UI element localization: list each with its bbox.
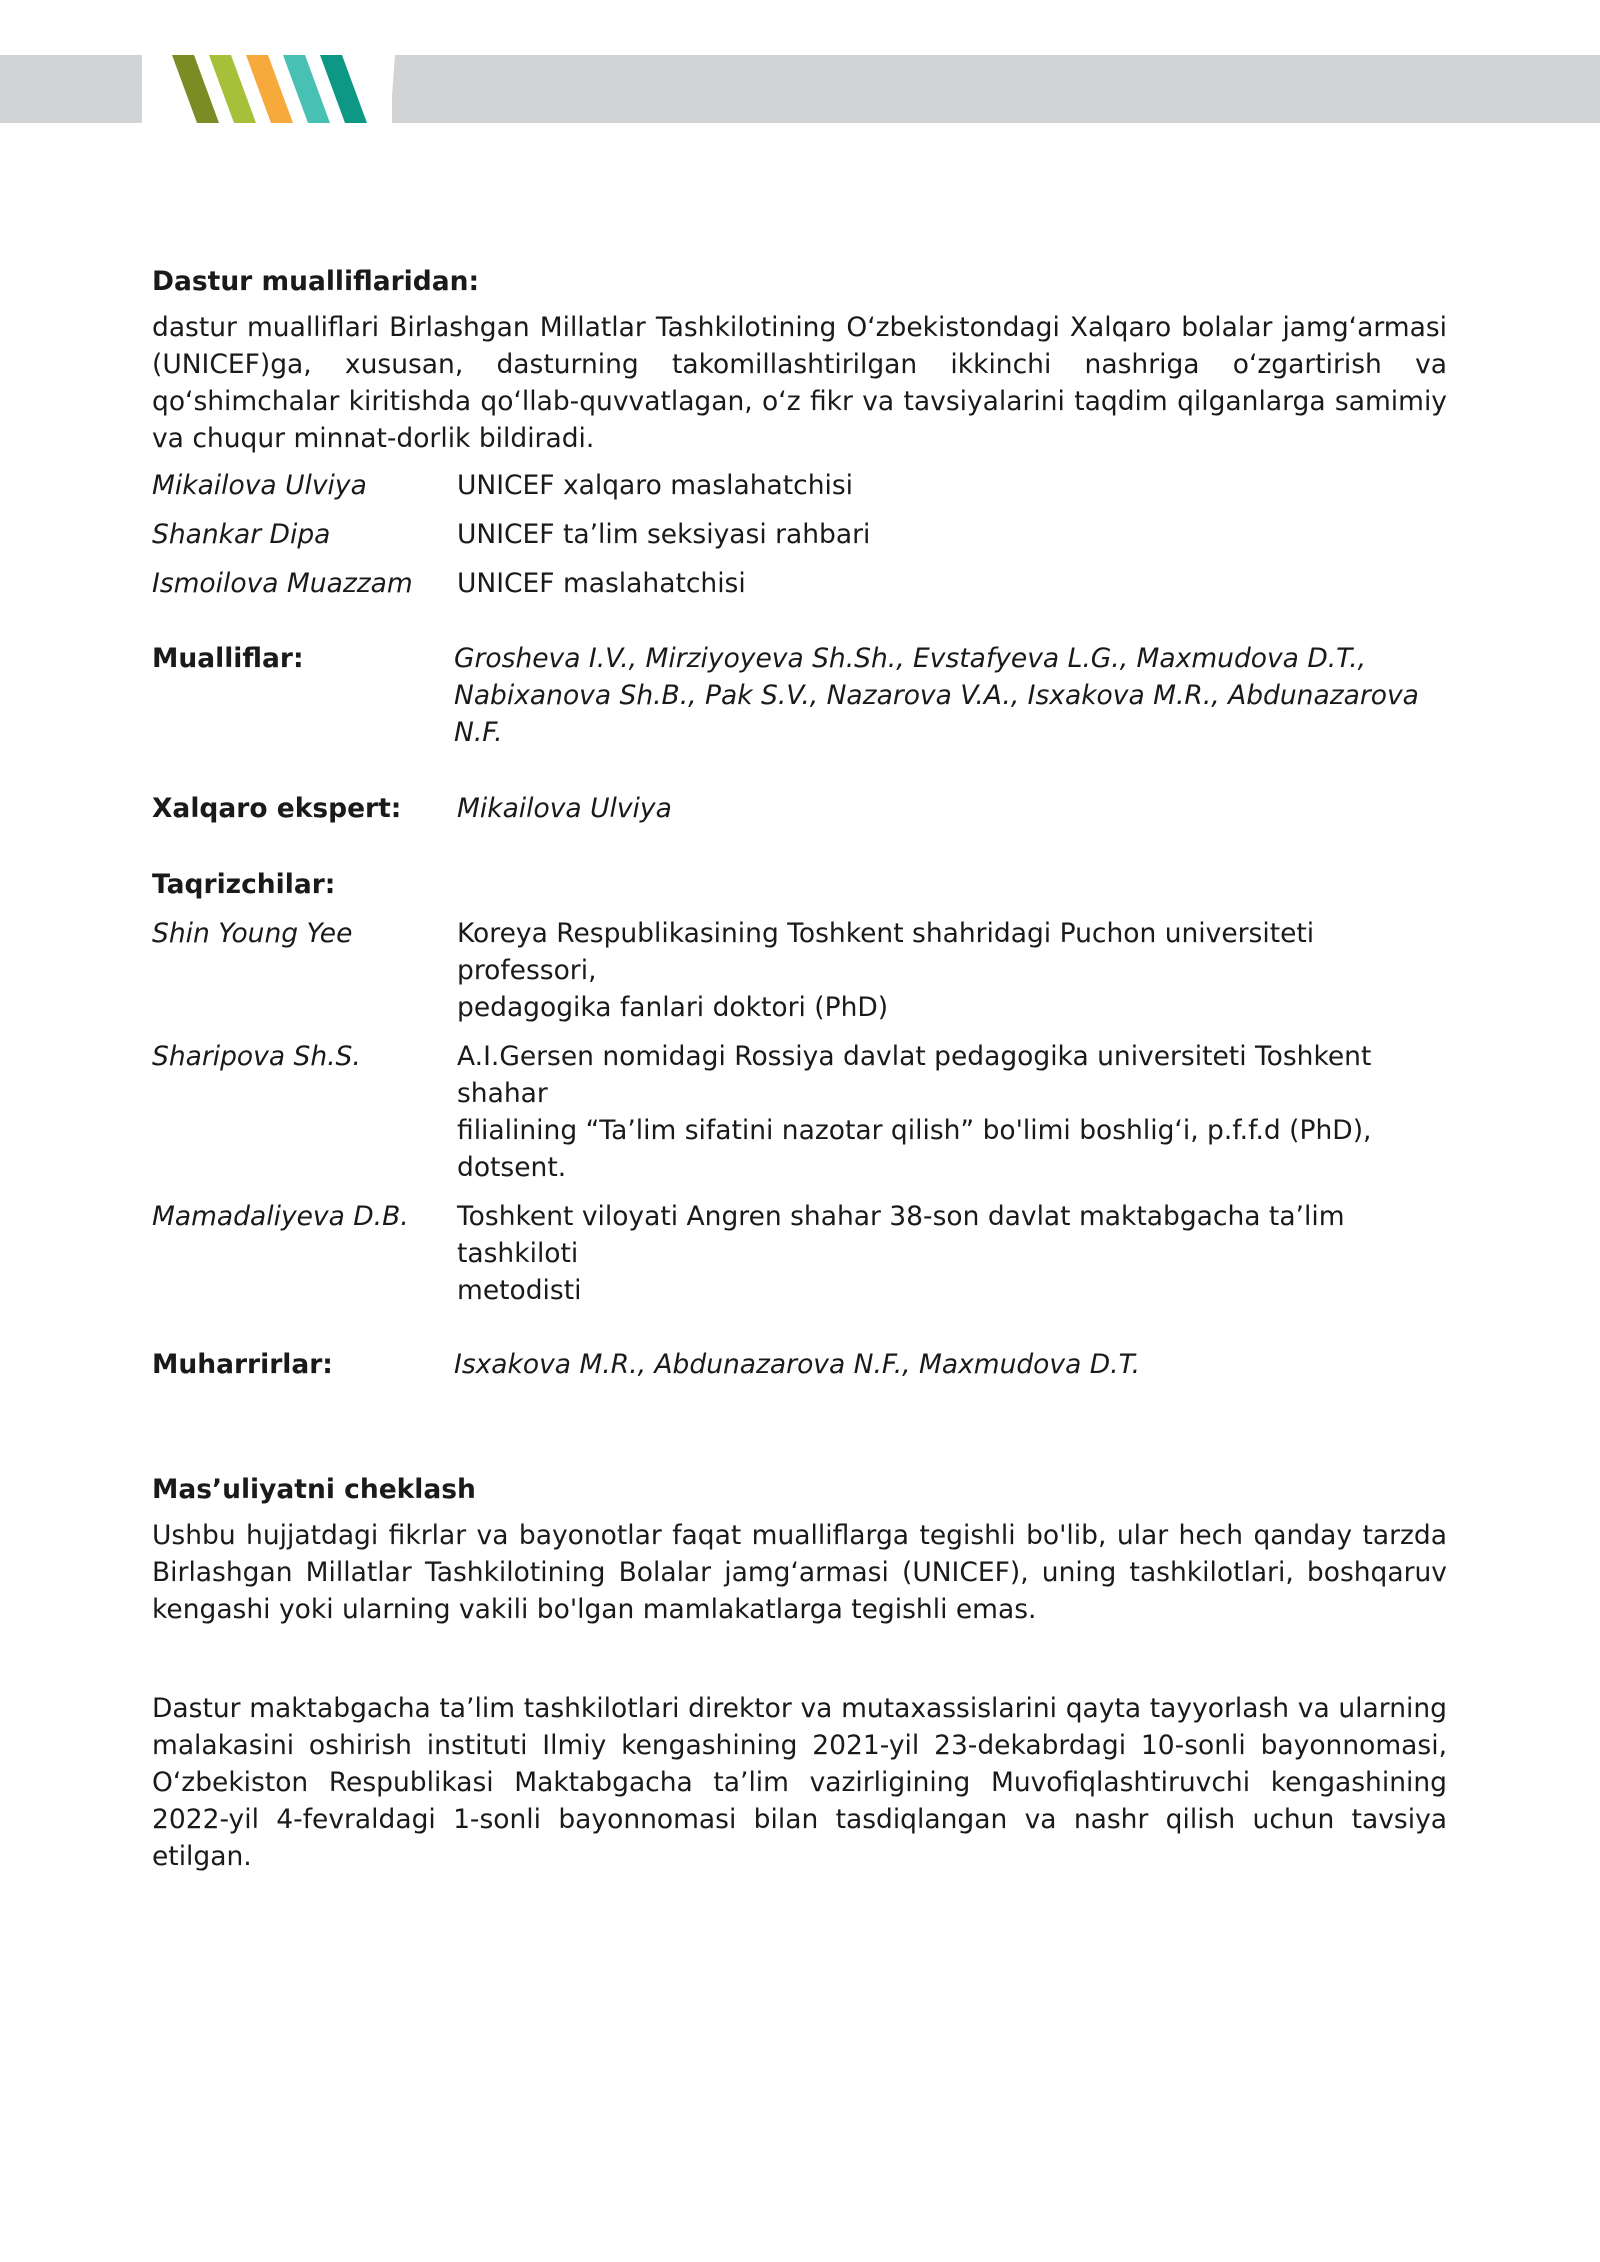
reviewer-description-line: A.I.Gersen nomidagi Rossiya davlat pedagogika universiteti Toshkent shahar <box>457 1041 1372 1109</box>
reviewer-name: Shin Young Yee <box>152 918 353 949</box>
reviewer-row <box>152 1198 1447 1309</box>
reviewer-description <box>457 1038 1447 1186</box>
disclaimer-text: Ushbu hujjatdagi fikrlar va bayonotlar faqat mualliflarga tegishli bo'lib, ular hech qanday tarzda Birlashgan Millatlar Tashkilotining Bolalar jamg‘armasi (UNICEF), uning tashkilotlari, boshqaruv kengashi yoki ularning vakili bo'lgan mamlakatlarga tegishli emas. <box>152 1520 1447 1625</box>
authors-line: Nabixanova Sh.B., Pak S.V., Nazarova V.A., Isxakova M.R., Abdunazarova N.F. <box>454 680 1419 748</box>
authors-label: Mualliflar: <box>152 643 304 674</box>
editors-section <box>152 1346 1447 1383</box>
acknowledgement-people <box>152 467 1447 602</box>
person-name: Shankar Dipa <box>152 519 331 550</box>
authors-section <box>152 640 1447 751</box>
decorative-stripes <box>0 55 1600 123</box>
authors-line: Grosheva I.V., Mirziyoyeva Sh.Sh., Evstafyeva L.G., Maxmudova D.T., <box>454 643 1367 674</box>
reviewer-row <box>152 915 1447 1026</box>
reviewer-description-line: metodisti <box>457 1275 582 1306</box>
person-row <box>152 467 1447 516</box>
document-body <box>152 263 1447 1875</box>
expert-label: Xalqaro ekspert: <box>152 793 402 824</box>
reviewer-description-line: pedagogika fanlari doktori (PhD) <box>457 992 889 1023</box>
person-role: UNICEF maslahatchisi <box>457 568 746 599</box>
editors-label: Muharrirlar: <box>152 1349 333 1380</box>
expert-name: Mikailova Ulviya <box>457 793 672 824</box>
reviewers-list <box>152 915 1447 1309</box>
reviewer-row <box>152 1038 1447 1186</box>
person-name: Mikailova Ulviya <box>152 470 367 501</box>
reviewers-heading: Taqrizchilar: <box>152 869 336 900</box>
disclaimer-heading: Mas’uliyatni cheklash <box>152 1474 476 1505</box>
header-band <box>0 55 1600 123</box>
acknowledgement-text: dastur mualliflari Birlashgan Millatlar Tashkilotining O‘zbekistondagi Xalqaro bolalar jamg‘armasi (UNICEF)ga, xususan, dasturning takomillashtirilgan ikkinchi nashriga o‘zgartirish va qo‘shimchalar kiritishda qo‘llab-quvvatlagan, o‘z fikr va tavsiyalarini taqdim qilganlarga samimiy va chuqur minnat-dorlik bildiradi. <box>152 312 1447 454</box>
person-row <box>152 516 1447 565</box>
reviewer-description-line: filialining “Ta’lim sifatini nazotar qilish” bo'limi boshlig‘i, p.f.f.d (PhD), dotsent. <box>457 1115 1372 1183</box>
editors-names: Isxakova M.R., Abdunazarova N.F., Maxmudova D.T. <box>454 1349 1141 1380</box>
reviewer-name: Mamadaliyeva D.B. <box>152 1201 409 1232</box>
reviewer-description-line: Toshkent viloyati Angren shahar 38-son davlat maktabgacha ta’lim tashkiloti <box>457 1201 1345 1269</box>
person-row <box>152 565 1447 602</box>
person-role: UNICEF ta’lim seksiyasi rahbari <box>457 519 871 550</box>
approval-text: Dastur maktabgacha ta’lim tashkilotlari direktor va mutaxassislarini qayta tayyorlash va ularning malakasini oshirish instituti Ilmiy kengashining 2021-yil 23-dekabrdagi 10-sonli bayonnomasi, O‘zbekiston Respublikasi Maktabgacha ta’lim vazirligining Muvofiqlashtiruvchi kengashining 2022-yil 4-fevraldagi 1-sonli bayonnomasi bilan tasdiqlangan va nashr qilish uchun tavsiya etilgan. <box>152 1693 1447 1872</box>
person-role: UNICEF xalqaro maslahatchisi <box>457 470 854 501</box>
acknowledgement-heading: Dastur mualliflaridan: <box>152 266 480 297</box>
expert-section <box>152 790 1447 827</box>
reviewer-description-line: Koreya Respublikasining Toshkent shahridagi Puchon universiteti professori, <box>457 918 1315 986</box>
reviewer-name: Sharipova Sh.S. <box>152 1041 361 1072</box>
person-name: Ismoilova Muazzam <box>152 568 413 599</box>
authors-list <box>454 640 1447 751</box>
reviewer-description <box>457 1198 1447 1309</box>
reviewer-description <box>457 915 1447 1026</box>
